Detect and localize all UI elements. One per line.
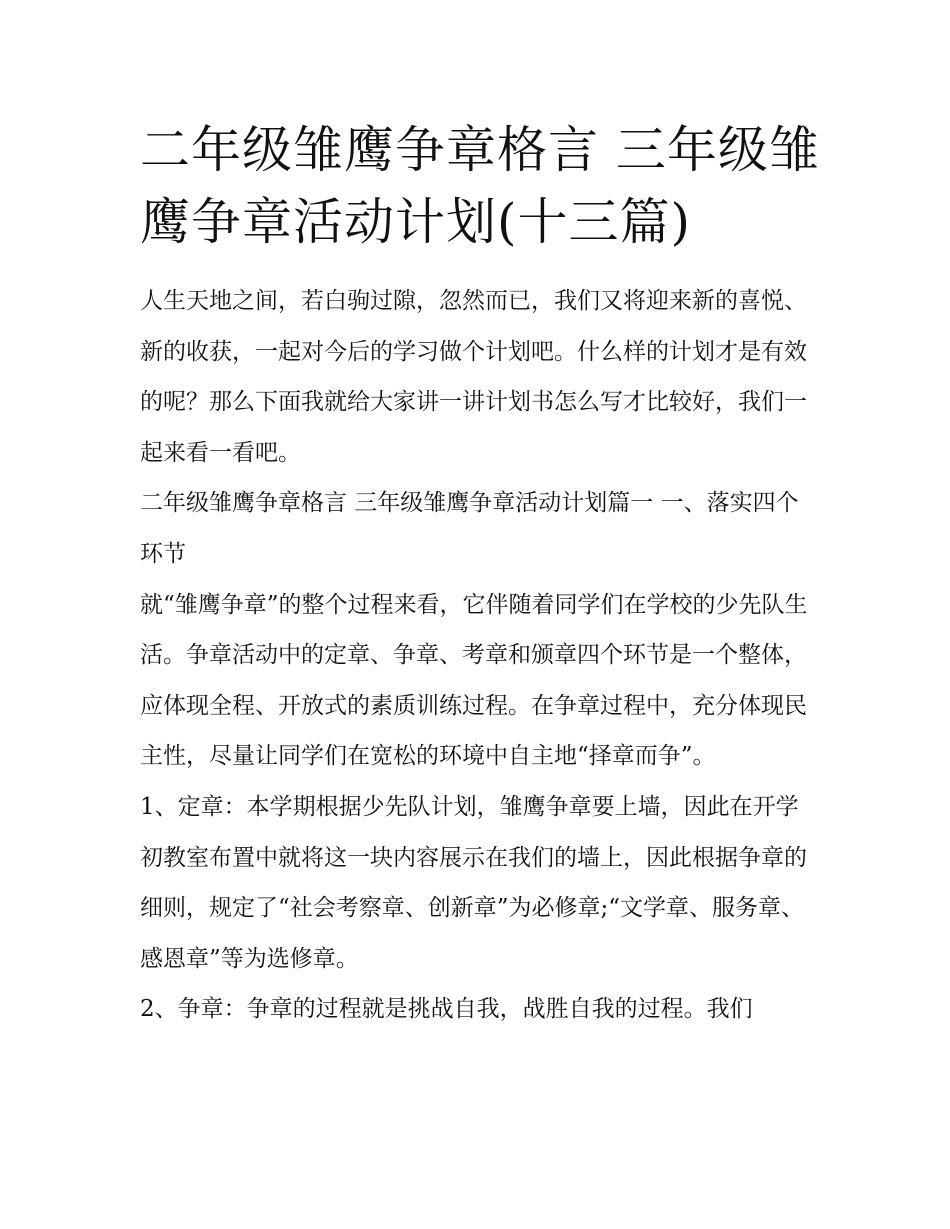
document-body (140, 276, 815, 1035)
intro-paragraph: 人生天地之间，若白驹过隙，忽然而已，我们又将迎来新的喜悦、新的收获，一起对今后的学习做个计划吧。什么样的计划才是有效的呢？那么下面我就给大家讲一讲计划书怎么写才比较好，我们一起来看一看吧。 (140, 288, 807, 466)
list-item-define-badge: 1、定章：本学期根据少先队计划，雏鹰争章要上墙，因此在开学初教室布置中就将这一块内容展示在我们的墙上，因此根据争章的细则，规定了“社会考察章、创新章”为必修章;“文学章、服务章、感恩章”等为选修章。 (140, 793, 807, 972)
document-title: 二年级雏鹰争章格言 三年级雏鹰争章活动计划(十三篇) (140, 121, 820, 251)
section-heading: 二年级雏鹰争章格言 三年级雏鹰争章活动计划篇一 一、落实四个环节 (140, 490, 799, 567)
list-item-earn-badge: 2、争章：争章的过程就是挑战自我，战胜自我的过程。我们 (140, 996, 753, 1023)
overview-paragraph: 就“雏鹰争章”的整个过程来看，它伴随着同学们在学校的少先队生活。争章活动中的定章、争章、考章和颁章四个环节是一个整体，应体现全程、开放式的素质训练过程。在争章过程中，充分体现民主性，尽量让同学们在宽松的环境中自主地“择章而争”。 (140, 591, 808, 770)
